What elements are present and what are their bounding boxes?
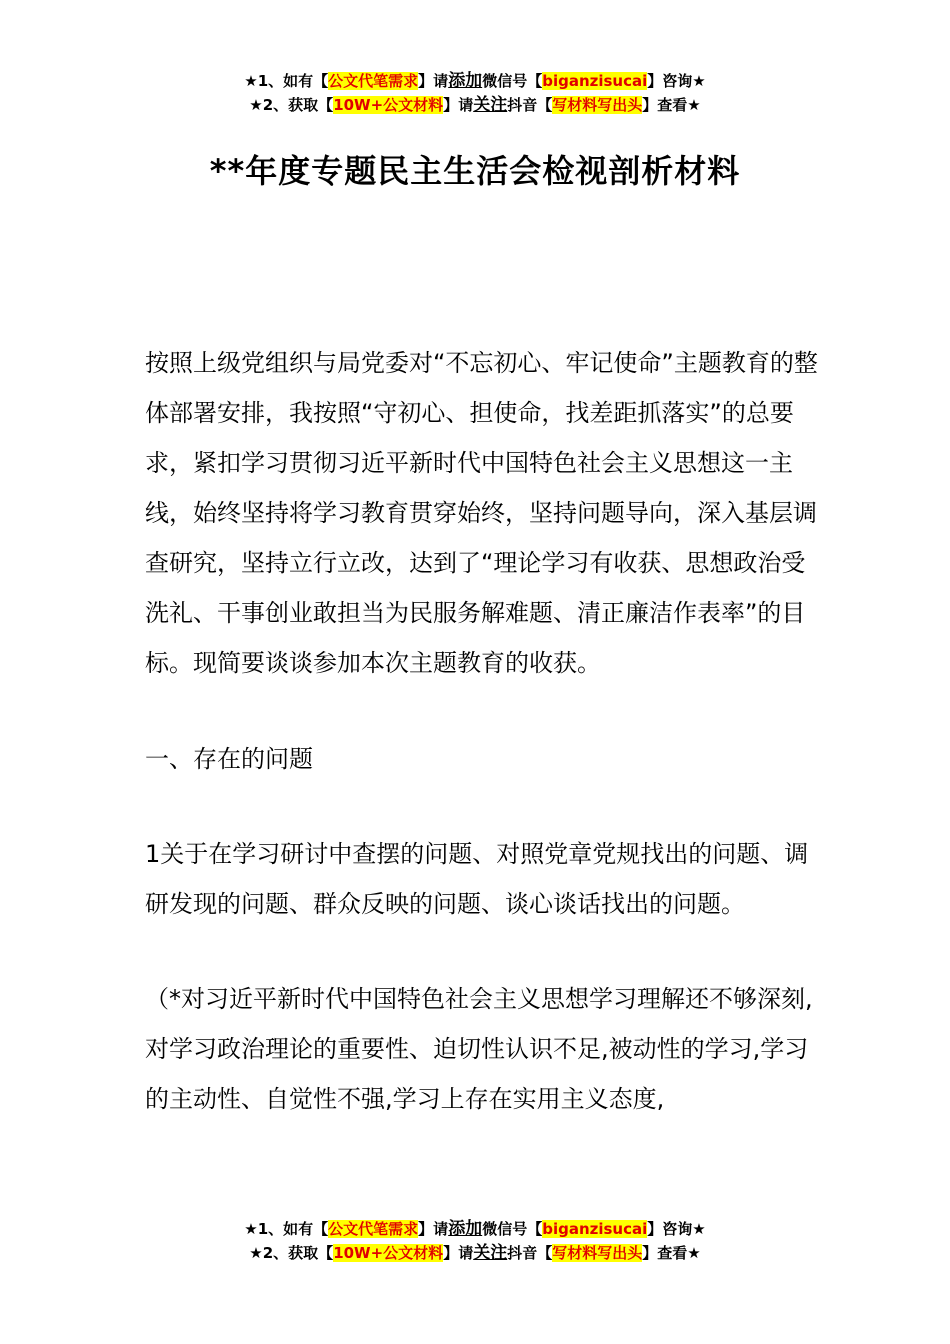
page-title: **年度专题民主生活会检视剖析材料 [209,152,741,190]
intro-paragraph: 按照上级党组织与局党委对“不忘初心、牢记使命”主题教育的整体部署安排，我按照“守初心、担使命，找差距抓落实”的总要求，紧扣学习贯彻习近平新时代中国特色社会主义思想这一主线，始终坚持将学习教育贯穿始终，坚持问题导向，深入基层调查研究，坚持立行立改，达到了“理论学习有收获、思想政治受洗礼、干事创业敢担当为民服务解难题、清正廉洁作表率”的目标。现简要谈谈参加本次主题教育的收获。 [145,349,818,677]
header-banner [0,69,950,117]
banner-text: 微信号【 [482,1220,543,1238]
banner-highlight: 10W+公文材料 [333,1244,444,1262]
banner-wechat-id: biganzisucai [542,1220,648,1238]
banner-line-2 [0,1241,950,1265]
banner-text: ★1、如有【 [244,72,329,90]
banner-emphasis: 添加 [448,1219,483,1239]
detail-paragraph: （*对习近平新时代中国特色社会主义思想学习理解还不够深刻,对学习政治理论的重要性、迫切性认识不足,被动性的学习,学习的主动性、自觉性不强,学习上存在实用主义态度, [145,985,813,1113]
banner-emphasis: 添加 [448,71,483,91]
footer-banner [0,1217,950,1265]
banner-text: 】咨询★ [647,1220,706,1238]
banner-text: 】请 [443,1244,474,1262]
banner-text: 】查看★ [642,1244,701,1262]
banner-text: ★2、获取【 [249,96,334,114]
banner-douyin-id: 写材料写出头 [552,1244,643,1262]
banner-text: 】查看★ [642,96,701,114]
banner-highlight: 10W+公文材料 [333,96,444,114]
banner-text: 抖音【 [507,96,553,114]
banner-text: ★1、如有【 [244,1220,329,1238]
banner-text: 】请 [443,96,474,114]
banner-line-2 [0,93,950,117]
banner-emphasis: 关注 [473,95,508,115]
banner-douyin-id: 写材料写出头 [552,96,643,114]
banner-highlight: 公文代笔需求 [328,1220,419,1238]
banner-emphasis: 关注 [473,1243,508,1263]
banner-text: 微信号【 [482,72,543,90]
banner-text: ★2、获取【 [249,1244,334,1262]
section-heading: 一、存在的问题 [145,745,313,773]
banner-line-1 [0,69,950,93]
banner-text: 】咨询★ [647,72,706,90]
banner-line-1 [0,1217,950,1241]
banner-text: 抖音【 [507,1244,553,1262]
banner-wechat-id: biganzisucai [542,72,648,90]
document-body [145,338,825,1124]
banner-highlight: 公文代笔需求 [328,72,419,90]
banner-text: 】请 [418,1220,449,1238]
list-item: 1关于在学习研讨中查摆的问题、对照党章党规找出的问题、调研发现的问题、群众反映的问题、谈心谈话找出的问题。 [145,840,809,918]
banner-text: 】请 [418,72,449,90]
